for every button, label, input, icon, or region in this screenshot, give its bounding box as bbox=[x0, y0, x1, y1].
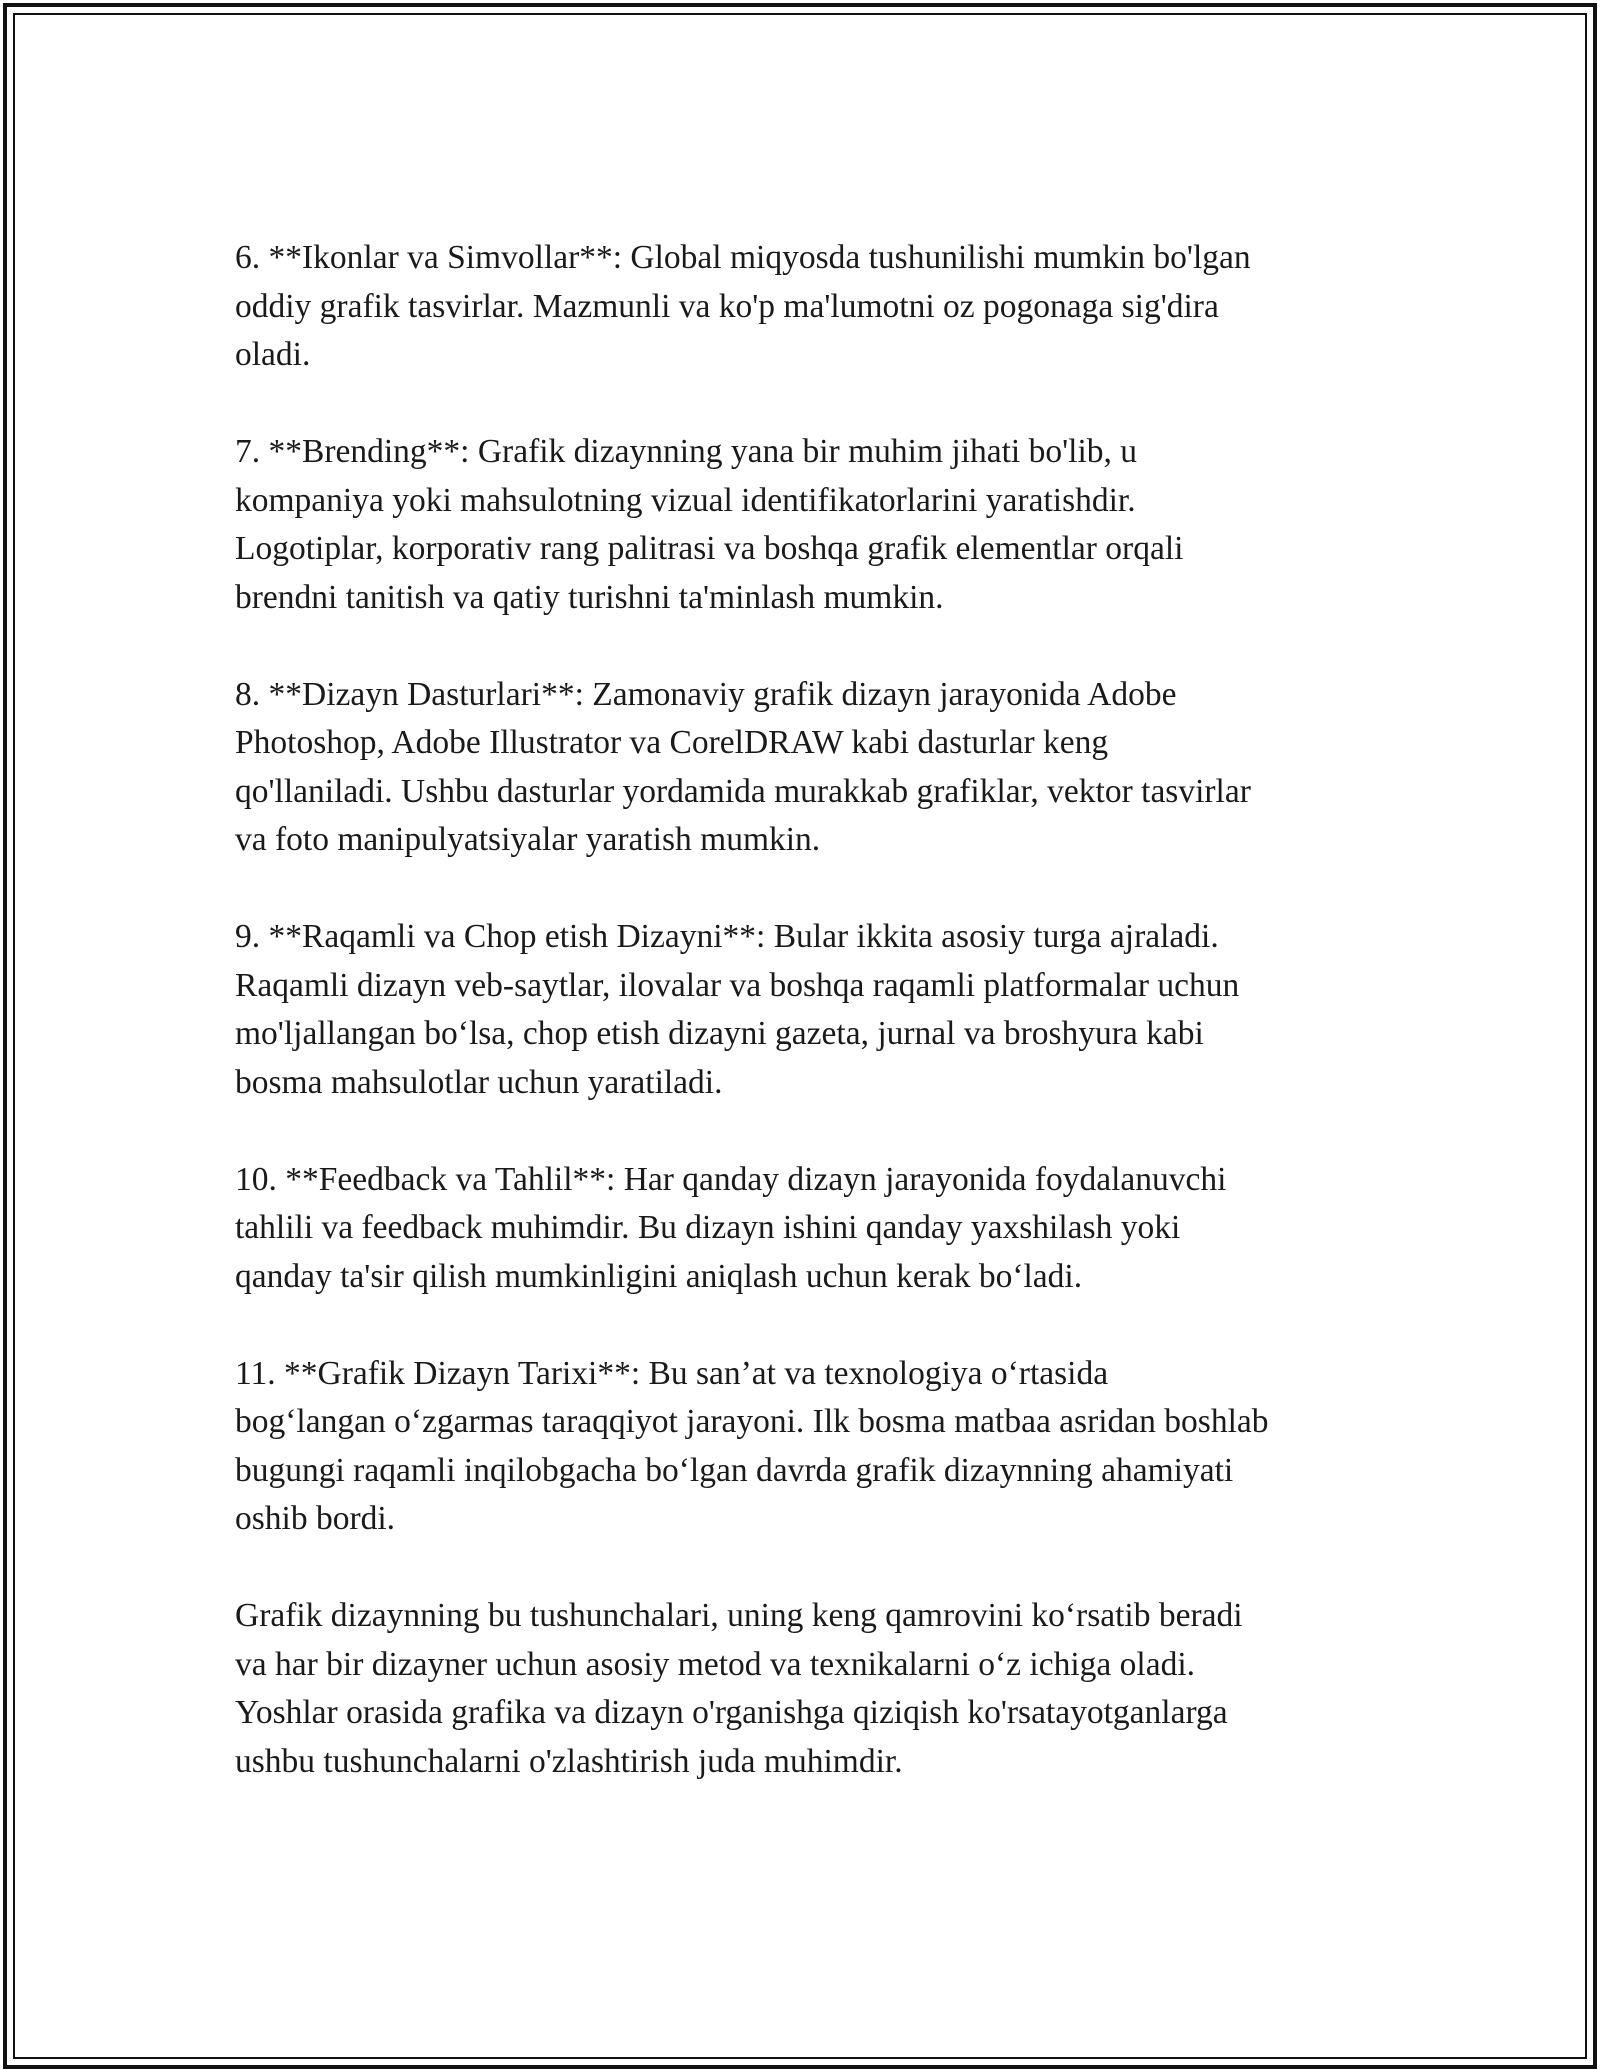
paragraph-digital-print-design: 9. **Raqamli va Chop etish Dizayni**: Bular ikkita asosiy turga ajraladi. Raqamli dizayn veb-saytlar, ilovalar va boshqa raqamli platformalar uchun mo'ljallangan bo‘lsa, chop etish dizayni gazeta, jurnal va broshyura kabi bosma mahsulotlar uchun yaratiladi. bbox=[235, 918, 1240, 1101]
paragraph-conclusion: Grafik dizaynning bu tushunchalari, uning keng qamrovini ko‘rsatib beradi va har bir dizayner uchun asosiy metod va texnikalarni o‘z ichiga oladi. Yoshlar orasida grafika va dizayn o'rganishga qiziqish ko'rsatayotganlarga ushbu tushunchalarni o'zlashtirish juda muhimdir. bbox=[235, 1597, 1243, 1780]
paragraph-design-history: 11. **Grafik Dizayn Tarixi**: Bu san’at va texnologiya o‘rtasida bog‘langan o‘zgarmas taraqqiyot jarayoni. Ilk bosma matbaa asridan boshlab bugungi raqamli inqilobgacha bo‘lgan davrda grafik dizaynning ahamiyati oshib bordi. bbox=[235, 1354, 1269, 1537]
paragraph-design-software: 8. **Dizayn Dasturlari**: Zamonaviy grafik dizayn jarayonida Adobe Photoshop, Adobe Illustrator va CorelDRAW kabi dasturlar keng qo'llaniladi. Ushbu dasturlar yordamida murakkab grafiklar, vektor tasvirlar va foto manipulyatsiyalar yaratish mumkin. bbox=[235, 675, 1251, 858]
paragraph-icons-symbols: 6. **Ikonlar va Simvollar**: Global miqyosda tushunilishi mumkin bo'lgan oddiy grafik tasvirlar. Mazmunli va ko'p ma'lumotni oz pogonaga sig'dira oladi. bbox=[235, 239, 1251, 373]
paragraph-feedback-analysis: 10. **Feedback va Tahlil**: Har qanday dizayn jarayonida foydalanuvchi tahlili va feedback muhimdir. Bu dizayn ishini qanday yaxshilash yoki qanday ta'sir qilish mumkinligini aniqlash uchun kerak bo‘ladi. bbox=[235, 1160, 1227, 1295]
document-body bbox=[235, 234, 1375, 1835]
paragraph-branding: 7. **Brending**: Grafik dizaynning yana bir muhim jihati bo'lib, u kompaniya yoki mahsulotning vizual identifikatorlarini yaratishdir. Logotiplar, korporativ rang palitrasi va boshqa grafik elementlar orqali brendni tanitish va qatiy turishni ta'minlash mumkin. bbox=[235, 433, 1184, 616]
